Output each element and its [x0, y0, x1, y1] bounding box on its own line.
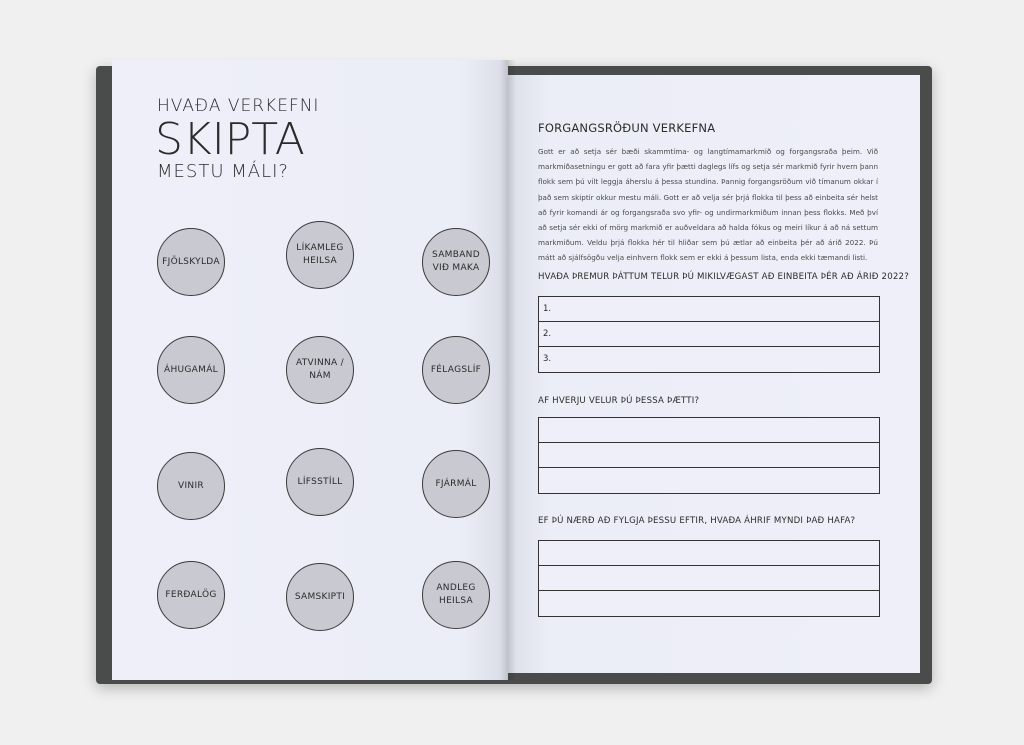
category-circle — [422, 450, 490, 518]
category-circle — [286, 563, 354, 631]
question-1: HVAÐA ÞREMUR ÞÁTTUM TELUR ÞÚ MIKILVÆGAST AÐ EINBEITA ÞÉR AÐ ÁRIÐ 2022? — [538, 272, 909, 282]
category-circle — [157, 228, 225, 296]
left-title-line2: SKIPTA — [155, 114, 305, 165]
answer-row[interactable]: 3. — [543, 354, 552, 364]
category-label: VINIR — [178, 480, 204, 491]
category-label: SAMBAND VIÐ MAKA — [432, 250, 480, 273]
answer-row[interactable] — [539, 468, 879, 493]
answer-box-3[interactable] — [538, 540, 880, 617]
book-spine — [500, 60, 516, 680]
category-circle — [157, 336, 225, 404]
category-circle — [286, 336, 354, 404]
category-label: ATVINNA / NÁM — [296, 358, 344, 381]
category-circle — [422, 228, 490, 296]
category-label: FJÖLSKYLDA — [162, 256, 220, 267]
category-label: LÍFSSTÍLL — [297, 476, 343, 487]
category-label: FERÐALÖG — [165, 589, 217, 600]
intro-paragraph: Gott er að setja sér bæði skammtíma- og langtímamarkmið og forgangsraða þeim. Við markmiðasetningu er gott að fara yfir þætti daglegs lífs og setja sér markmið fyrir hvern þann flokk sem þú vilt leggja áherslu á þessa stundina. Þannig forgangsröðum við tímanum okkar í það sem skiptir okkur mestu máli. Gott er að velja sér þrjá flokka til þess að einbeita sér helst að fyrir komandi ár og forgangsraða svo yfir- og undirmarkmiðum innan þess flokks. Með því að setja sér ekki of mörg markmið er auðveldara að halda fókus og meiri líkur á að ná settum markmiðum. Veldu þrjá flokka hér til hliðar sem þú ætlar að einbeita þér að árið 2022. Þú mátt að sjálfsögðu velja einhvern flokk sem er ekki á þessum lista, enda ekki tæmandi listi. — [538, 147, 878, 263]
category-label: SAMSKIPTI — [294, 591, 346, 602]
left-title-line1: HVAÐA VERKEFNI — [157, 96, 320, 116]
category-label: FJÁRMÁL — [435, 478, 477, 489]
right-heading: FORGANGSRÖÐUN VERKEFNA — [538, 121, 716, 135]
category-label: FÉLAGSLÍF — [430, 364, 482, 375]
answer-row[interactable] — [539, 443, 879, 468]
category-label: ANDLEG HEILSA — [436, 583, 476, 606]
category-circle — [286, 221, 354, 289]
answer-row[interactable] — [539, 418, 879, 443]
left-title-line3: MESTU MÁLI? — [157, 161, 289, 182]
category-label: LÍKAMLEG HEILSA — [296, 243, 344, 266]
answer-row[interactable]: 1. — [539, 297, 879, 322]
category-circle — [422, 561, 490, 629]
answer-box-1[interactable] — [538, 296, 880, 373]
category-circle — [157, 561, 225, 629]
question-3: EF ÞÚ NÆRÐ AÐ FYLGJA ÞESSU EFTIR, HVAÐA ÁHRIF MYNDI ÞAÐ HAFA? — [538, 516, 856, 526]
question-2: AF HVERJU VELUR ÞÚ ÞESSA ÞÆTTI? — [538, 396, 700, 406]
answer-row[interactable] — [539, 591, 879, 616]
category-label: ÁHUGAMÁL — [164, 364, 218, 375]
answer-row[interactable]: 2. — [539, 322, 879, 347]
answer-row[interactable] — [539, 541, 879, 566]
answer-row[interactable] — [539, 566, 879, 591]
category-circle — [157, 452, 225, 520]
category-circle — [286, 448, 354, 516]
category-circle — [422, 336, 490, 404]
answer-box-2[interactable] — [538, 417, 880, 494]
